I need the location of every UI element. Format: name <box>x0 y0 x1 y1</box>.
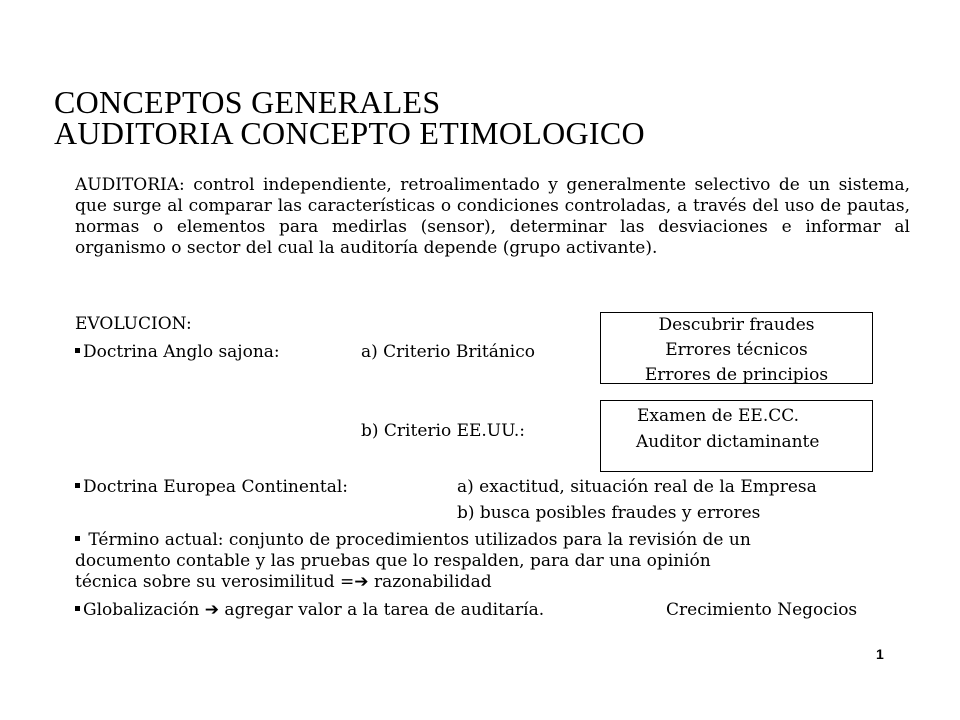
criterio-eeuu-box <box>600 400 873 472</box>
box-a-line-1: Descubrir fraudes <box>658 315 815 335</box>
crecimiento-negocios: Crecimiento Negocios <box>666 600 858 620</box>
anglo-sajona-label: Doctrina Anglo sajona: <box>83 342 280 362</box>
globalizacion-text-post: agregar valor a la tarea de auditaría. <box>219 600 545 620</box>
square-bullet-icon <box>75 606 80 611</box>
criterio-britanico: a) Criterio Británico <box>361 342 536 362</box>
globalizacion-text-pre: Globalización <box>83 600 205 620</box>
termino-text-3b: razonabilidad <box>368 572 492 592</box>
box-a-line-2: Errores técnicos <box>665 340 808 360</box>
europea-label: Doctrina Europea Continental: <box>83 477 349 497</box>
termino-line-1 <box>75 530 751 551</box>
definition-paragraph: AUDITORIA: control independiente, retroalimentado y generalmente selectivo de un sistema, que surge al comparar las características o condiciones controladas, a través del uso de pautas, normas o elementos para medirlas (sensor), determinar las desviaciones e informar al organismo o sector del cual la auditoría depende (grupo activante). <box>75 175 910 258</box>
globalizacion-item <box>75 600 544 621</box>
europea-item-b: b) busca posibles fraudes y errores <box>457 503 761 523</box>
termino-text-1: Término actual: conjunto de procedimientos utilizados para la revisión de un <box>83 530 751 550</box>
termino-text-3: técnica sobre su verosimilitud = <box>75 572 355 592</box>
box-a-line-3: Errores de principios <box>644 365 829 385</box>
right-arrow-icon: ➔ <box>204 600 220 620</box>
title-line-2: AUDITORIA CONCEPTO ETIMOLOGICO <box>54 115 645 151</box>
europea-item <box>75 477 348 498</box>
anglo-sajona-item <box>75 342 280 363</box>
criterio-britanico-box <box>600 312 873 384</box>
evolucion-heading: EVOLUCION: <box>75 314 192 334</box>
page-number: 1 <box>876 646 884 662</box>
termino-line-2: documento contable y las pruebas que lo respalden, para dar una opinión <box>75 551 711 571</box>
criterio-eeuu: b) Criterio EE.UU.: <box>361 421 526 441</box>
termino-line-3 <box>75 572 492 593</box>
square-bullet-icon <box>75 348 80 353</box>
right-arrow-icon: ➔ <box>354 572 369 592</box>
title-line-1: CONCEPTOS GENERALES <box>54 84 441 120</box>
box-b-line-2: Auditor dictaminante <box>636 432 820 452</box>
europea-item-a: a) exactitud, situación real de la Empresa <box>457 477 817 497</box>
box-b-line-1: Examen de EE.CC. <box>637 406 800 426</box>
square-bullet-icon <box>75 536 80 541</box>
square-bullet-icon <box>75 483 80 488</box>
